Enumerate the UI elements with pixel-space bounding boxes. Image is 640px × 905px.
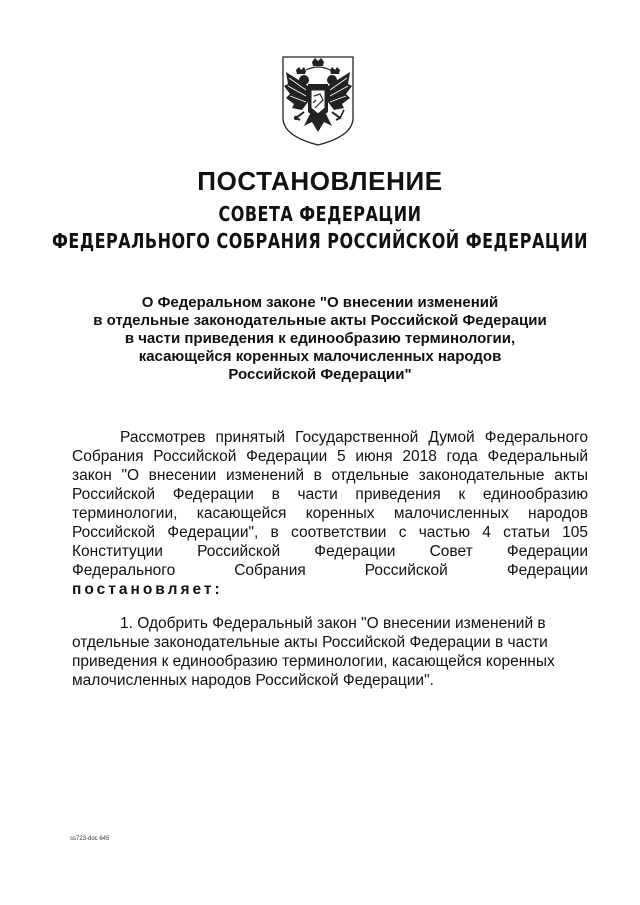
document-subject bbox=[60, 294, 580, 384]
decides-line bbox=[72, 580, 588, 599]
document-type-title: ПОСТАНОВЛЕНИЕ bbox=[197, 166, 443, 196]
subject-line: в части приведения к единообразию терминологии, bbox=[124, 330, 516, 347]
subject-line: Российской Федерации" bbox=[228, 366, 412, 383]
coat-of-arms-icon bbox=[282, 56, 354, 146]
preamble-line: терминологии, касающейся коренных малочисленных народов bbox=[72, 505, 588, 522]
subject-line: О Федеральном законе "О внесении изменений bbox=[141, 294, 499, 311]
point-line: 1. Одобрить Федеральный закон "О внесении изменений в bbox=[120, 615, 546, 632]
preamble-paragraph bbox=[72, 428, 588, 599]
preamble-line: Российской Федерации в части приведения к единообразию bbox=[72, 486, 588, 503]
document-footer-code: ss723-doc 645 bbox=[70, 836, 110, 842]
decides-word: постановляет: bbox=[72, 581, 223, 598]
point-line: отдельные законодательные акты Российской Федерации в части bbox=[72, 634, 548, 651]
subject-line: в отдельные законодательные акты Российской Федерации bbox=[93, 312, 547, 329]
preamble-line: Конституции Российской Федерации Совет Федерации bbox=[72, 543, 588, 560]
preamble-line: Федерального Собрания Российской Федерации bbox=[72, 562, 588, 579]
issuer-line-2: ФЕДЕРАЛЬНОГО СОБРАНИЯ РОССИЙСКОЙ ФЕДЕРАЦИИ bbox=[52, 229, 588, 253]
subject-line: касающейся коренных малочисленных народов bbox=[138, 348, 502, 365]
point-1-paragraph bbox=[72, 614, 588, 690]
point-line: малочисленных народов Российской Федерации". bbox=[72, 672, 434, 689]
issuer-line-1: СОВЕТА ФЕДЕРАЦИИ bbox=[218, 202, 422, 226]
preamble-line: закон "О внесении изменений в отдельные законодательные акты bbox=[72, 467, 588, 484]
preamble-line: Собрания Российской Федерации 5 июня 2018 года Федеральный bbox=[72, 448, 588, 465]
preamble-line: Российской Федерации", в соответствии с частью 4 статьи 105 bbox=[72, 524, 588, 541]
preamble-line: Рассмотрев принятый Государственной Думой Федерального bbox=[120, 429, 588, 446]
point-line: приведения к единообразию терминологии, касающейся коренных bbox=[72, 653, 555, 670]
